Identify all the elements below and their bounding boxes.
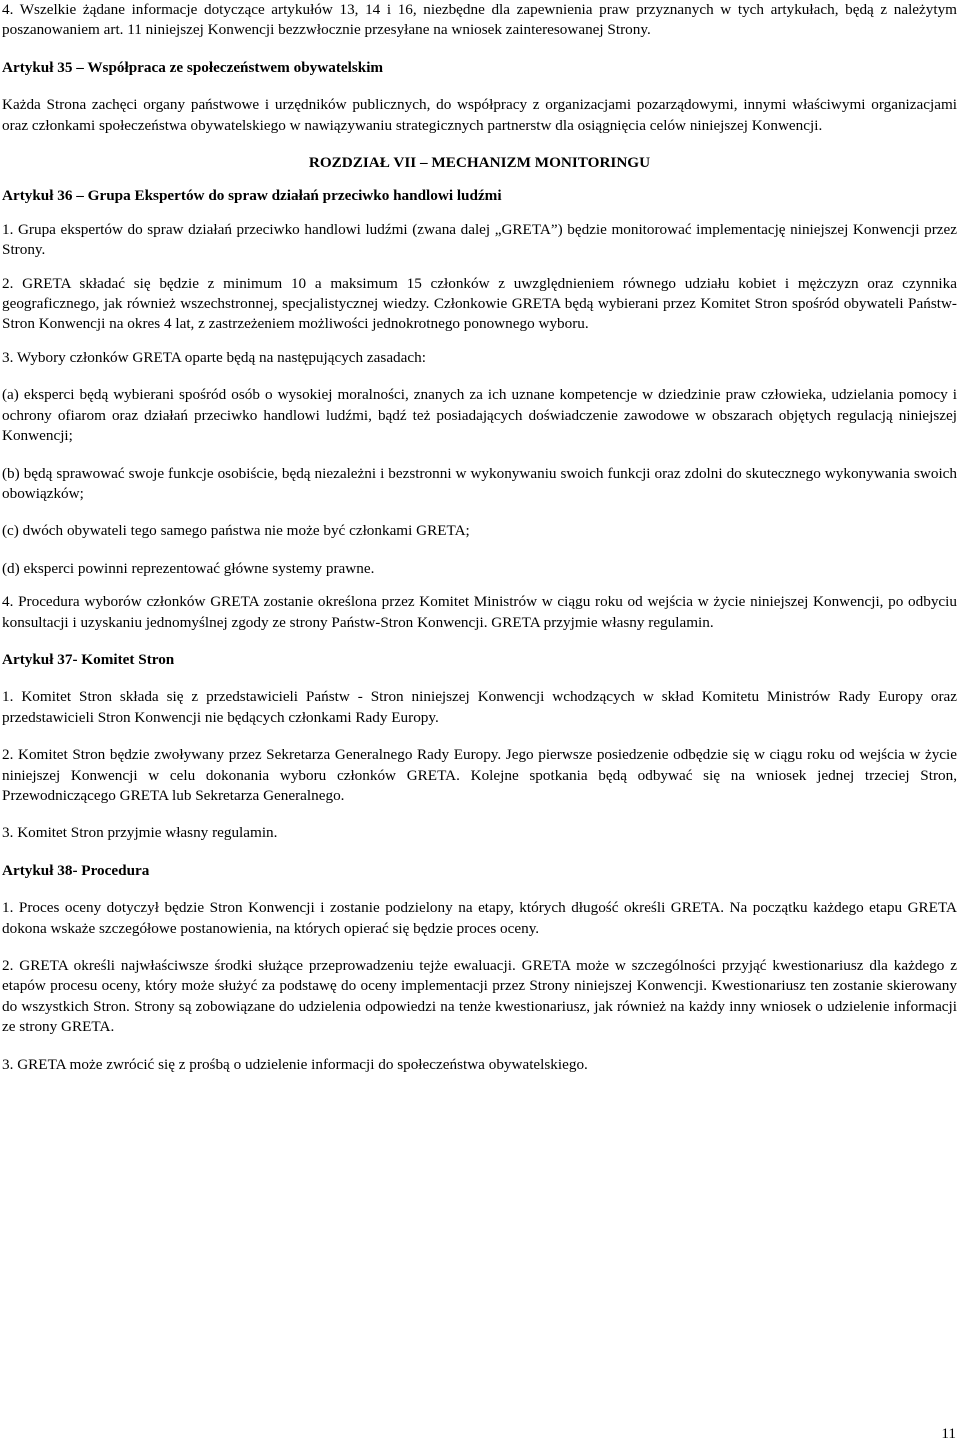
article-37-paragraph-3: 3. Komitet Stron przyjmie własny regulamin. [2, 824, 278, 842]
article-37-title: Artykuł 37- Komitet Stron [2, 650, 175, 668]
article-36-title: Artykuł 36 – Grupa Ekspertów do spraw działań przeciwko handlowi ludźmi [2, 187, 502, 205]
article-35-text: Każda Strona zachęci organy państwowe i urzędników publicznych, do współpracy z organizacjami pozarządowymi, innymi właściwymi organizacjami oraz członkami społeczeństwa obywatelskiego w nawiązywaniu strategicznych partnerstw dla osiągnięcia celów niniejszej Konwencji. [2, 96, 957, 134]
article-36-point-b: (b) będą sprawować swoje funkcje osobiście, będą niezależni i bezstronni w wykonywaniu swoich funkcji oraz zdolni do skutecznego wykonywania swoich obowiązków; [2, 464, 957, 502]
intro-paragraph: 4. Wszelkie żądane informacje dotyczące artykułów 13, 14 i 16, niezbędne dla zapewnienia praw przyznanych w tych artykułach, będą z należytym poszanowaniem art. 11 niniejszej Konwencji bezzwłocznie przesyłane na wniosek zainteresowanej Strony. [2, 1, 957, 39]
article-36-point-c: (c) dwóch obywateli tego samego państwa nie może być członkami GRETA; [2, 522, 470, 540]
article-36-point-d: (d) eksperci powinni reprezentować główne systemy prawne. [2, 559, 375, 577]
article-38-title: Artykuł 38- Procedura [2, 861, 150, 879]
article-36-paragraph-4: 4. Procedura wyborów członków GRETA zostanie określona przez Komitet Ministrów w ciągu roku od wejścia w życie niniejszej Konwencji, po odbyciu konsultacji i uzyskaniu jednomyślnej zgody ze strony Państw-Stron Konwencji. GRETA przyjmie własny regulamin. [2, 593, 957, 631]
article-38-paragraph-3: 3. GRETA może zwrócić się z prośbą o udzielenie informacji do społeczeństwa obywatelskiego. [2, 1055, 588, 1073]
article-36-paragraph-2: 2. GRETA składać się będzie z minimum 10 a maksimum 15 członków z uwzględnieniem równego udziału kobiet i mężczyzn oraz czynnika geograficznego, jak również wszechstronnej, specjalistycznej wiedzy. Członkowie GRETA będą wybierani przez Komitet Stron spośród obywateli Państw-Stron Konwencji na okres 4 lat, z zastrzeżeniem możliwości jednokrotnego ponownego wyboru. [2, 274, 957, 333]
article-37-paragraph-2: 2. Komitet Stron będzie zwoływany przez Sekretarza Generalnego Rady Europy. Jego pierwsze posiedzenie odbędzie się w ciągu roku od wejścia w życie niniejszej Konwencji w celu dokonania wyboru członków GRETA. Kolejne spotkania będą odbywać się na wniosek jednej trzeciej Stron, Przewodniczącego GRETA lub Sekretarza Generalnego. [2, 746, 957, 804]
chapter-title: ROZDZIAŁ VII – MECHANIZM MONITORINGU [308, 154, 651, 172]
article-38-paragraph-1: 1. Proces oceny dotyczył będzie Stron Konwencji i zostanie podzielony na etapy, których długość określi GRETA. Na początku każdego etapu GRETA dokona wskaże szczegółowe postanowienia, na których opierać się będzie proces oceny. [2, 899, 957, 937]
article-38-paragraph-2: 2. GRETA określi najwłaściwsze środki służące przeprowadzeniu tejże ewaluacji. GRETA może w szczególności przyjąć kwestionariusz dla każdego z etapów procesu oceny, który może służyć za podstawę do oceny implementacji przez Strony niniejszej Konwencji. Kwestionariusz ten zostanie skierowany do wszystkich Stron. Strony są zobowiązane do udzielenia odpowiedzi na tenże kwestionariusz, jak również na każdy inny wniosek o udzielenie informacji ze strony GRETA. [2, 957, 957, 1036]
article-36-paragraph-3: 3. Wybory członków GRETA oparte będą na następujących zasadach: [2, 348, 426, 366]
page-number: 11 [941, 1425, 956, 1442]
article-35-title: Artykuł 35 – Współpraca ze społeczeństwem obywatelskim [2, 58, 384, 76]
article-36-point-a: (a) eksperci będą wybierani spośród osób o wysokiej moralności, znanych za ich uznane kompetencje w dziedzinie praw człowieka, udzielania pomocy i ochrony ofiarom oraz działań przeciwko handlowi ludźmi, bądź też posiadających doświadczenie zawodowe w obszarach objętych regulacją niniejszej Konwencji; [2, 386, 957, 445]
article-36-paragraph-1: 1. Grupa ekspertów do spraw działań przeciwko handlowi ludźmi (zwana dalej „GRETA”) będzie monitorować implementację niniejszej Konwencji przez Strony. [2, 220, 957, 259]
article-37-paragraph-1: 1. Komitet Stron składa się z przedstawicieli Państw - Stron niniejszej Konwencji wchodzących w skład Komitetu Ministrów Rady Europy oraz przedstawicieli Stron Konwencji nie będących członkami Rady Europy. [2, 688, 957, 726]
